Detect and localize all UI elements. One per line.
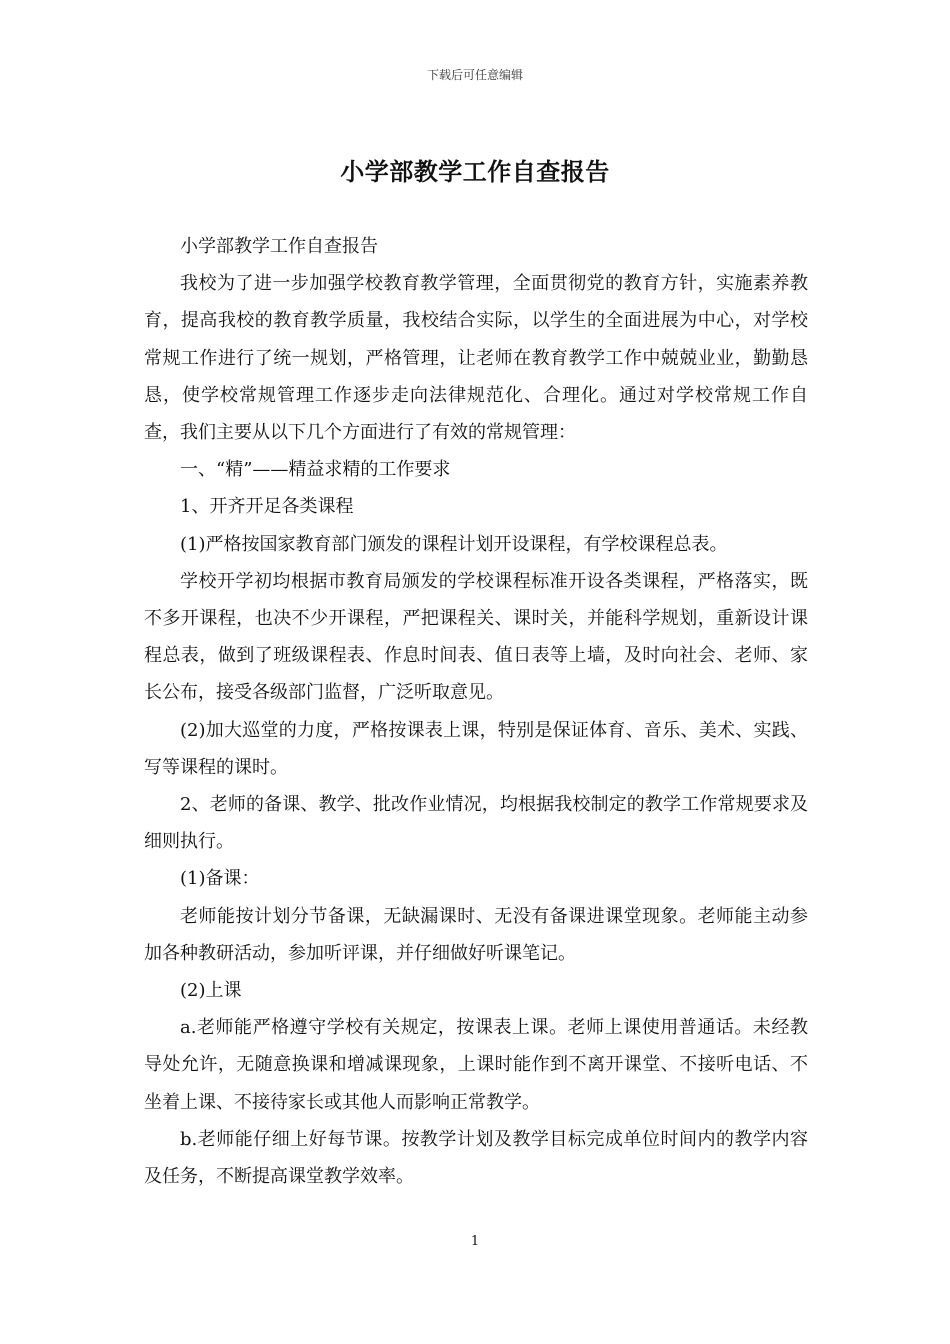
paragraph-item: (1)备课： [180, 868, 260, 890]
paragraph-body: 老师能按计划分节备课，无缺漏课时、无没有备课进课堂现象。老师能主动参加各种教研活动，参加听评课，并仔细做好听课笔记。 [144, 905, 808, 964]
paragraph-item: (1)严格按国家教育部门颁发的课程计划开设课程，有学校课程总表。 [180, 533, 728, 555]
paragraph-body: a.老师能严格遵守学校有关规定，按课表上课。老师上课使用普通话。未经教导处允许，无随意换课和增减课现象，上课时能作到不离开课堂、不接听电话、不坐着上课、不接待家长或其他人而影响正常教学。 [144, 1017, 808, 1113]
paragraph-subtitle: 小学部教学工作自查报告 [180, 236, 378, 257]
subheading-2: 2、老师的备课、教学、批改作业情况，均根据我校制定的教学工作常规要求及细则执行。 [144, 794, 808, 853]
paragraph-body: 学校开学初均根据市教育局颁发的学校课程标准开设各类课程，严格落实，既不多开课程，也决不少开课程，严把课程关、课时关，并能科学规划，重新设计课程总表，做到了班级课程表、作息时间表、值日表等上墙，及时向社会、老师、家长公布，接受各级部门监督，广泛听取意见。 [144, 570, 808, 704]
paragraph-intro: 我校为了进一步加强学校教育教学管理，全面贯彻党的教育方针，实施素养教育，提高我校的教育教学质量，我校结合实际，以学生的全面进展为中心，对学校常规工作进行了统一规划，严格管理，让老师在教育教学工作中兢兢业业，勤勤恳恳，使学校常规管理工作逐步走向法律规范化、合理化。通过对学校常规工作自查，我们主要从以下几个方面进行了有效的常规管理： [144, 273, 808, 444]
document-body [144, 228, 808, 1195]
header-note: 下载后可任意编辑 [426, 68, 523, 82]
paragraph-body: b.老师能仔细上好每节课。按教学计划及教学目标完成单位时间内的教学内容及任务，不断提高课堂教学效率。 [144, 1128, 808, 1188]
page-number: 1 [470, 1234, 480, 1249]
subheading-1: 1、开齐开足各类课程 [180, 496, 354, 518]
paragraph-item: (2)加大巡堂的力度，严格按课表上课，特别是保证体育、音乐、美术、实践、写等课程的课时。 [144, 719, 808, 778]
paragraph-item: (2)上课 [180, 980, 242, 1002]
section-heading-1: 一、“精”——精益求精的工作要求 [180, 459, 451, 481]
document-title: 小学部教学工作自查报告 [340, 157, 610, 186]
